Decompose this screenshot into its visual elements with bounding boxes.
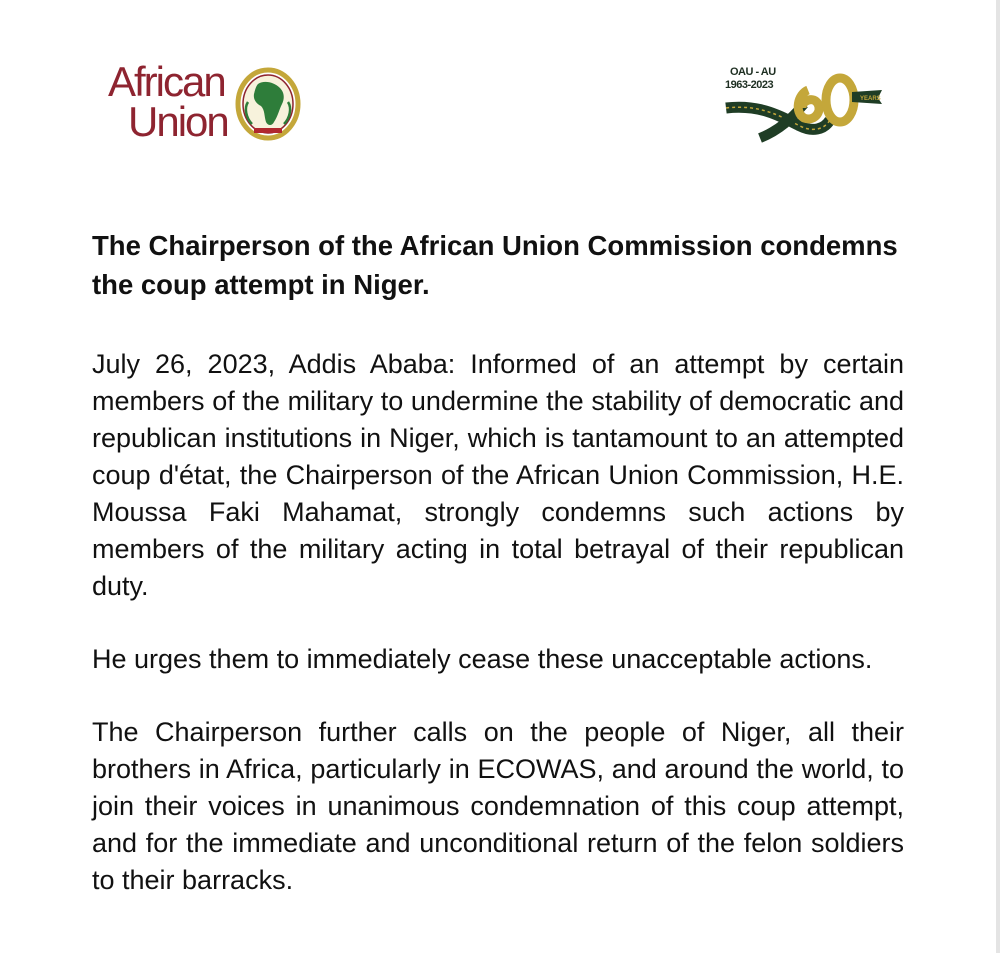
page-edge bbox=[996, 0, 1000, 953]
african-union-logo bbox=[108, 58, 308, 146]
ribbon-text: YEARS bbox=[860, 96, 881, 102]
press-release-title: The Chairperson of the African Union Commission condemns the coup attempt in Niger. bbox=[92, 230, 898, 300]
logo-line-1: African bbox=[108, 58, 225, 105]
anniversary-line-1: OAU - AU bbox=[730, 66, 776, 78]
paragraph-3: The Chairperson further calls on the people of Niger, all their brothers in Africa, particularly in ECOWAS, and around the world, to join their voices in unanimous condemnation of this coup attempt, and for the immediate and unconditional return of the felon soldiers to their barracks. bbox=[92, 717, 904, 895]
anniversary-logo bbox=[720, 60, 890, 144]
logo-line-2: Union bbox=[128, 98, 228, 145]
logo-wordmark bbox=[108, 58, 228, 145]
african-union-emblem-icon bbox=[228, 64, 308, 144]
anniversary-line-2: 1963-2023 bbox=[725, 79, 774, 91]
anniversary-number: 60 bbox=[818, 106, 820, 107]
paragraph-2: He urges them to immediately cease these unacceptable actions. bbox=[92, 644, 873, 674]
paragraph-1: July 26, 2023, Addis Ababa: Informed of an attempt by certain members of the military to undermine the stability of democratic and republican institutions in Niger, which is tantamount to an attempted coup d'état, the Chairperson of the African Union Commission, H.E. Moussa Faki Mahamat, strongly condemns such actions by members of the military acting in total betrayal of their republican duty. bbox=[92, 349, 904, 601]
press-release bbox=[92, 226, 904, 935]
